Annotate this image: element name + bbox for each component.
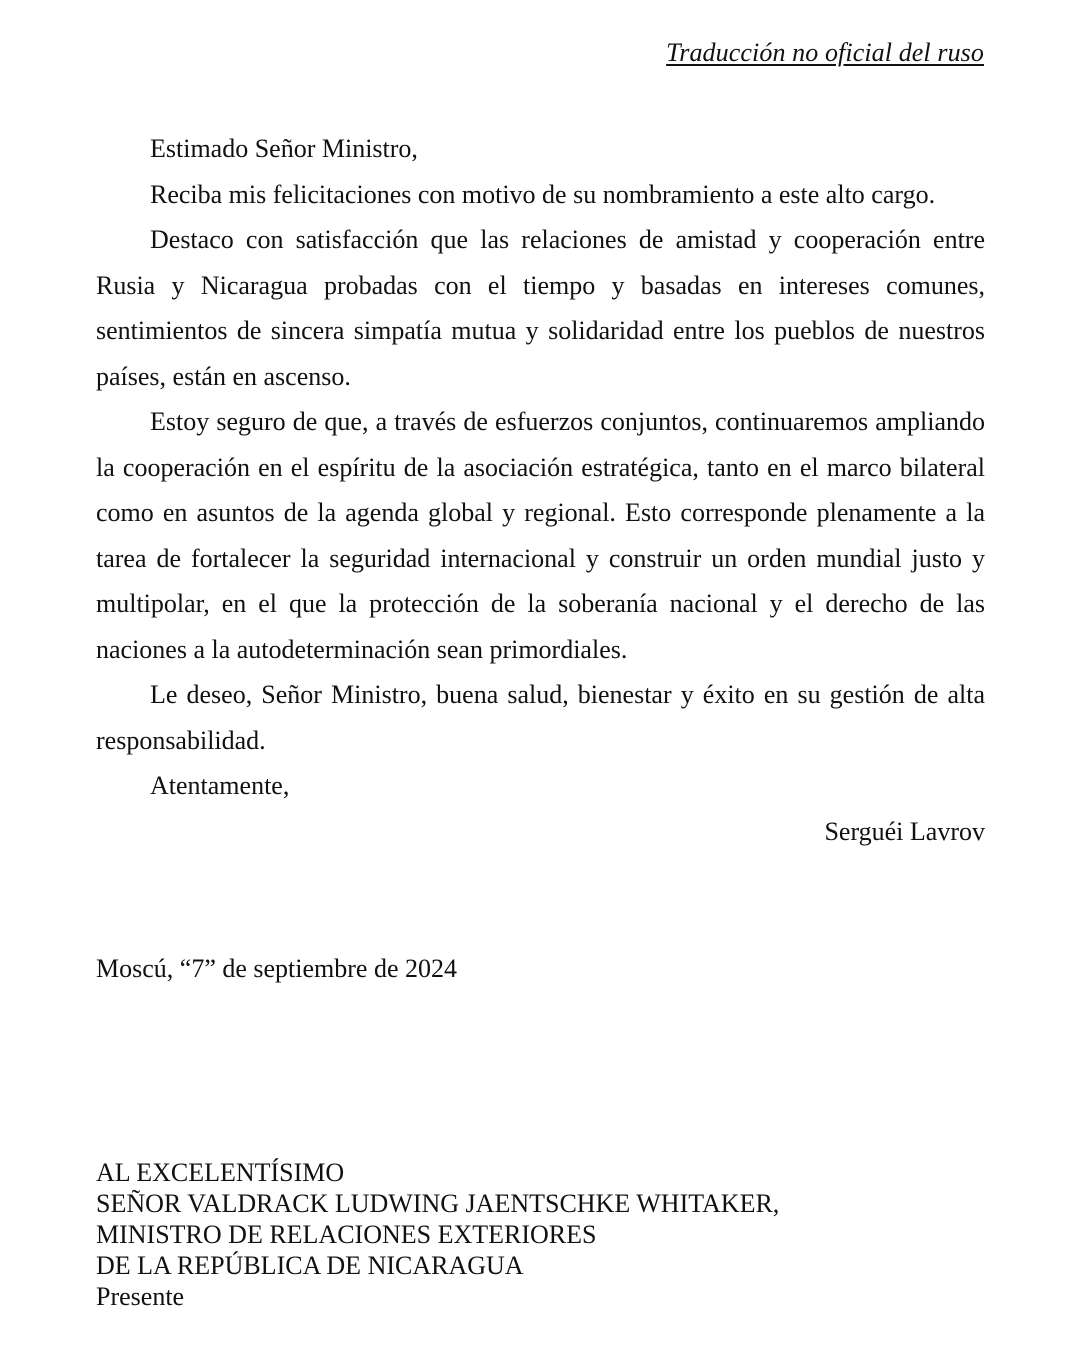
place-date: Moscú, “7” de septiembre de 2024	[96, 954, 458, 983]
addressee-line: DE LA REPÚBLICA DE NICARAGUA	[96, 1251, 524, 1280]
paragraph-cooperation: Estoy seguro de que, a través de esfuerzos conjuntos, continuaremos ampliando la cooperación en el espíritu de la asociación estratégica, tanto en el marco bilateral como en asuntos de la agenda global y regional. Esto corresponde plenamente a la tarea de fortalecer la seguridad internacional y construir un orden mundial justo y multipolar, en el que la protección de la soberanía nacional y el derecho de las naciones a la autodeterminación sean primordiales.	[96, 407, 985, 664]
paragraph-congratulations: Reciba mis felicitaciones con motivo de su nombramiento a este alto cargo.	[150, 179, 936, 209]
closing: Atentamente,	[150, 771, 290, 800]
paragraph-relations: Destaco con satisfacción que las relaciones de amistad y cooperación entre Rusia y Nicaragua probadas con el tiempo y basadas en intereses comunes, sentimientos de sincera simpatía mutua y solidaridad entre los pueblos de nuestros países, están en ascenso.	[96, 225, 985, 391]
addressee-line: SEÑOR VALDRACK LUDWING JAENTSCHKE WHITAKER,	[96, 1189, 780, 1218]
letter-body	[96, 126, 985, 854]
addressee-line: Presente	[96, 1282, 185, 1311]
addressee-line: MINISTRO DE RELACIONES EXTERIORES	[96, 1220, 597, 1249]
translation-note: Traducción no oficial del ruso	[666, 38, 984, 67]
salutation: Estimado Señor Ministro,	[150, 134, 418, 163]
addressee-line: AL EXCELENTÍSIMO	[96, 1158, 345, 1187]
paragraph-wishes: Le deseo, Señor Ministro, buena salud, bienestar y éxito en su gestión de alta responsabilidad.	[96, 680, 985, 755]
signature: Serguéi Lavrov	[824, 816, 985, 846]
addressee-block	[96, 1157, 779, 1312]
